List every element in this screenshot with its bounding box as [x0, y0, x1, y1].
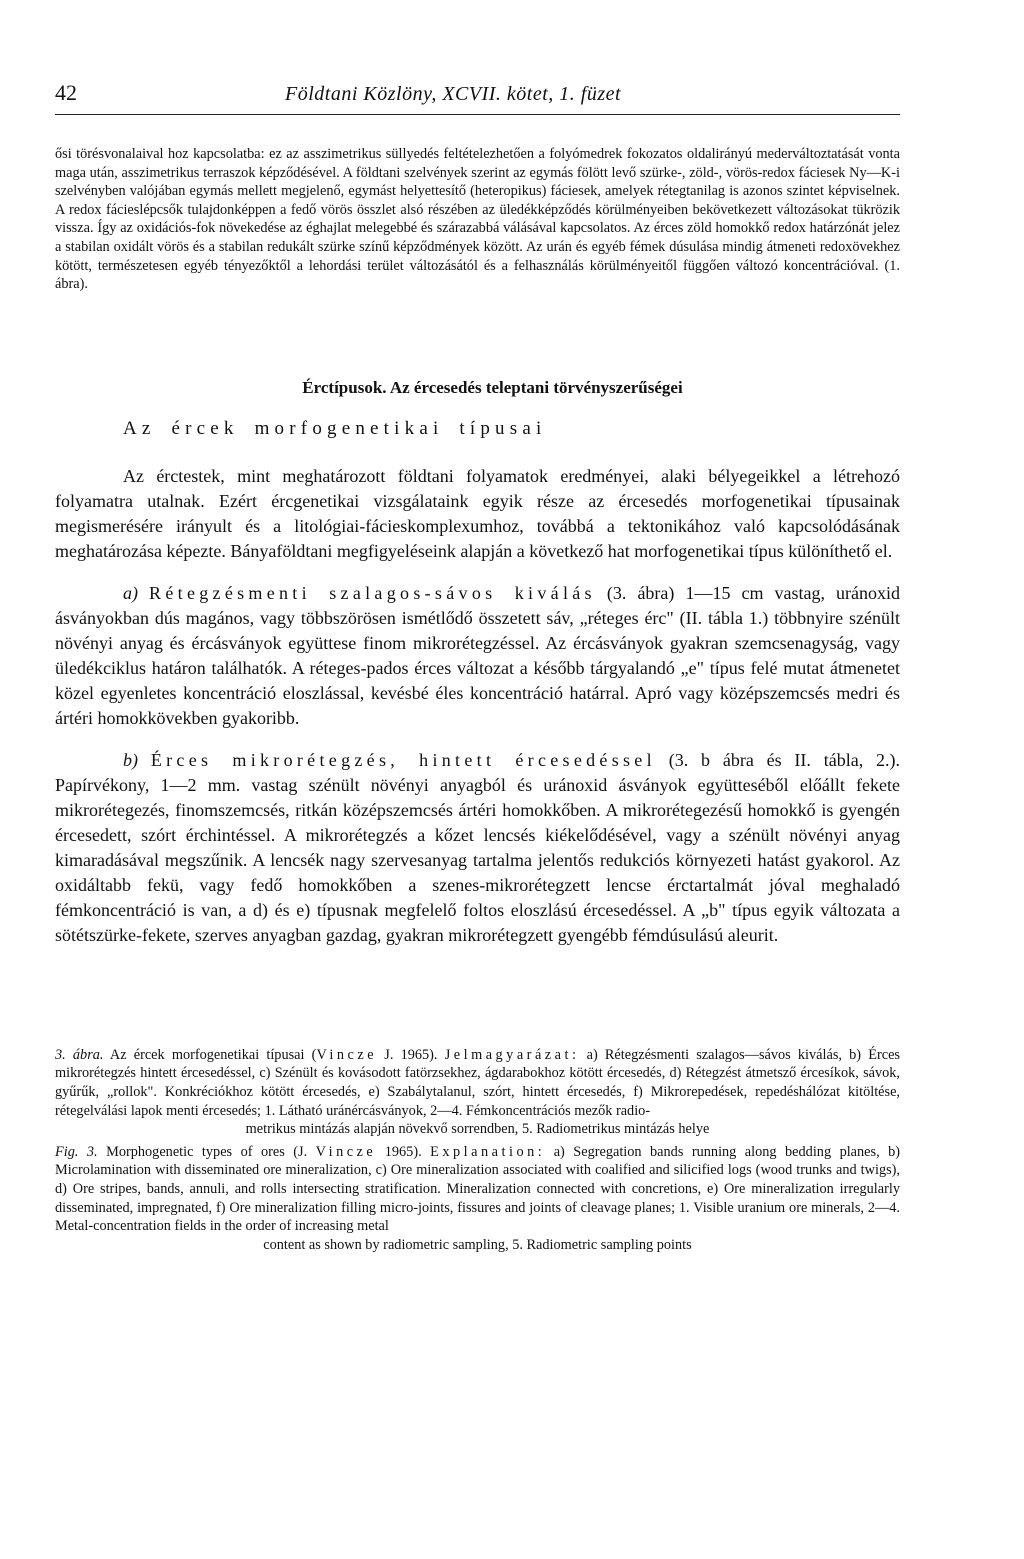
intro-paragraph: ősi törésvonalaival hoz kapcsolatba: ez az asszimetrikus süllyedés feltételezhetően a folyómedrek fokozatos oldalirányú mederváltoztatását vonta maga után, asszimetrikus terraszok képződésével. A földtani szelvények szerint az egymás fölött levő szürke-, zöld-, vörös-redox fáciesek Ny—K-i szelvényben valójában egymás mellett megjelenő, egymást helyettesítő (heteropikus) fáciesek, amelyek rétegtanilag is azonos szintet képviselnek. A redox fácieslépcsők tulajdonképpen a fedő vörös összlet alsó részében az üledékképződés körülményeiben bekövetkezett változásokat tükrözik vissza. Így az oxidációs-fok növekedése az éghajlat melegebbé és szárazabbá válásával kapcsolatos. Az érces zöld homokkő redox határzónát jelez a stabilan oxidált vörös és a stabilan redukált szürke színű képződmények között. Az urán és egyéb fémek dúsulása mindig átmeneti redoxövekhez kötött, természetesen egyéb tényezőktől a lehordási terület változásától és a felhasználás körülményeitől függően változó koncentrációval. (1. ábra). — [55, 146, 900, 293]
body-paragraph-b — [55, 748, 900, 948]
caption-hu-text3: a) Rétegzésmenti szalagos—sávos kiválás, b) Érces mikrorétegzés hintett ércesedéssel, c) Szénült és kovásodott fatörzsekhez, ágdarabokhoz kötött ércesedés, d) Rétegzést átmetsző ércesíkok, sávok, gyűrűk, „rollok". Konkréciókhoz kötött ércesedés, e) Szabálytalanul, szórt, hintett ércesedés, f) Mikrorepedések, repedéshálózat kitöltése, rétegelválási lapok menti ércesedés; 1. Látható uránércásványok, 2—4. Fémkoncentrációs mezők radio- — [55, 1046, 900, 1119]
item-label-b: b) — [123, 749, 138, 770]
journal-title: Földtani Közlöny, XCVII. kötet, 1. füzet — [285, 83, 622, 105]
item-title-a: Rétegzésmenti szalagos-sávos kiválás — [149, 582, 596, 603]
figure-caption-en — [55, 1143, 900, 1255]
item-text-a: (3. ábra) 1—15 cm vastag, uránoxid ásványokban dús magános, vagy többszörösen ismétlődő összetett sáv, „réteges érc" (II. tábla 1.) többnyire szénült növényi anyag és ércásványok együttese finom mikrorétegzéssel. Az ércásványok gyakran szemcsenagyság, vagy üledékciklus határon találhatók. A réteges-pados érces változat a később tárgyalandó „e" típus felé mutat átmenetet közel egyenletes koncentráció eloszlással, kevésbé éles koncentráció határral. Apró vagy középszemcsés medri és ártéri homokkövekben gyakoribb. — [55, 582, 901, 728]
caption-en-author: Vincze — [315, 1143, 377, 1160]
item-text-b: (3. b ábra és II. tábla, 2.). Papírvékony, 1—2 mm. vastag szénült növényi anyagból és uránoxid ásványok együtteséből előállt fekete mikrorétegezés, finomszemcsés, ritkán középszemcsés ártéri homokkőben. A mikrorétegezésű homokkő is gyengén ércesedett, szórt érchintéssel. A mikrorétegzés a kőzet lencsés kiékelődésével, vagy a szénült növényi anyag kimaradásával megszűnik. A lencsék nagy szervesanyag tartalma jelentős redukciós környezeti hatást gyakorol. Az oxidáltabb fekü, vagy fedő homokkőben a szenes-mikrorétegzett lencse érctartalmát jóval meghaladó fémkoncentráció is van, a d) és e) típusnak megfelelő foltos eloszlású ércesedéssel. A „b" típus egyik változata a sötétszürke-fekete, szerves anyagban gazdag, gyakran mikrorétegzett gyengébb fémdúsulású aleurit. — [55, 749, 900, 945]
caption-hu-last-line: metrikus mintázás alapján növekvő sorrendben, 5. Radiometrikus mintázás helye — [245, 1121, 710, 1138]
caption-en-last-line: content as shown by radiometric sampling, 5. Radiometric sampling points — [263, 1236, 692, 1253]
caption-en-legend-label: Explanation: — [430, 1143, 546, 1160]
caption-en-text3: a) Segregation bands running along bedding planes, b) Microlamination with disseminated ore mineralization, c) Ore mineralization associated with coalified and silicified logs (wood trunks and twigs), d) Ore stripes, bands, annuli, and rolls intersecting stratification. Mineralization connected with concretions, e) Ore mineralization irregularly disseminated, impregnated, f) Ore mineralization filling micro-joints, fissures and joints of cleavage planes; 1. Visible uranium ore minerals, 2—4. Metal-concentration fields in the order of increasing metal — [55, 1143, 901, 1235]
item-label-a: a) — [123, 582, 138, 603]
running-header — [55, 80, 900, 115]
caption-en-text2: 1965). — [384, 1143, 422, 1160]
caption-en-label: Fig. 3. — [55, 1143, 98, 1160]
caption-hu-label: 3. ábra. — [55, 1046, 104, 1063]
page-number: 42 — [55, 80, 77, 105]
item-title-b: Érces mikrorétegzés, hintett ércesedéssel — [150, 749, 656, 770]
figure-caption-hu — [55, 1046, 900, 1139]
caption-hu-author: Vincze — [316, 1046, 378, 1063]
section-heading: Érctípusok. Az ércesedés teleptani törvényszerűségei — [302, 377, 683, 397]
caption-en-text1: Morphogenetic types of ores (J. — [106, 1143, 308, 1160]
subheading: Az ércek morfogenetikai típusai — [123, 417, 547, 439]
caption-hu-text2: J. 1965). — [384, 1046, 438, 1063]
page — [55, 80, 900, 1254]
body-paragraph-a — [55, 581, 900, 731]
caption-hu-text1: Az ércek morfogenetikai típusai ( — [109, 1046, 317, 1063]
caption-hu-legend-label: Jelmagyarázat: — [444, 1046, 580, 1063]
body-paragraph-1: Az érctestek, mint meghatározott földtani folyamatok eredményei, alaki bélyegeikkel a létrehozó folyamatra utalnak. Ezért ércgenetikai vizsgálataink egyik része az ércesedés morfogenetikai típusainak megismerésére irányult és a litológiai-fácieskomplexumhoz, továbbá a tektonikához való kapcsolódásának meghatározása képezte. Bányaföldtani megfigyeléseink alapján a következő hat morfogenetikai típus különíthető el. — [55, 465, 900, 561]
